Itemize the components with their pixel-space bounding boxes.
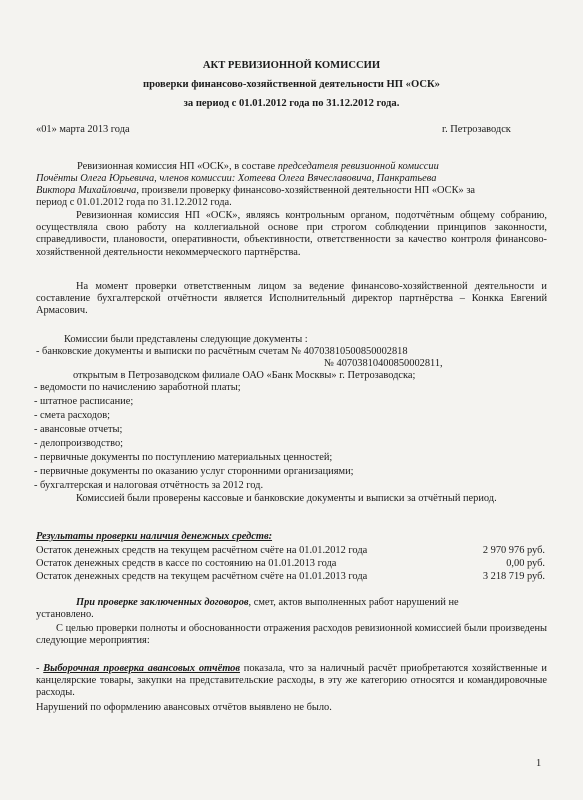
- results-row-value: 0,00 руб.: [506, 558, 545, 569]
- documents-item: - ведомости по начислению заработной платы;: [34, 382, 241, 393]
- documents-item: - первичные документы по оказанию услуг сторонними организациями;: [34, 466, 354, 477]
- documents-item: - штатное расписание;: [34, 396, 134, 407]
- paragraph-responsible: На момент проверки ответственным лицом за ведение финансово-хозяйственной деятельности и составление бухгалтерской отчётности является Исполнительный директор партнёрства – Конкка Евгений Армасович.: [36, 281, 547, 317]
- documents-item: - авансовые отчеты;: [34, 424, 123, 435]
- paragraph-checked: Комиссией были проверены кассовые и банковские документы и выписки за отчётный период.: [76, 493, 497, 504]
- paragraph-no-violations: Нарушений по оформлению авансовых отчётов выявлено не было.: [36, 702, 332, 713]
- documents-item: - бухгалтерская и налоговая отчётность за 2012 год.: [34, 480, 264, 491]
- documents-item: - первичные документы по поступлению материальных ценностей;: [34, 452, 333, 463]
- documents-item: - смета расходов;: [34, 410, 110, 421]
- act-title: АКТ РЕВИЗИОННОЙ КОМИССИИ: [202, 60, 381, 71]
- results-heading: Результаты проверки наличия денежных средств:: [36, 531, 273, 542]
- page-number: 1: [536, 758, 542, 769]
- results-row-value: 3 218 719 руб.: [482, 571, 545, 582]
- act-date: «01» марта 2013 года: [36, 124, 130, 135]
- results-row-label: Остаток денежных средств в кассе по состоянию на 01.01.2013 года: [36, 558, 337, 569]
- results-row-label: Остаток денежных средств на текущем расчётном счёте на 01.01.2013 года: [36, 571, 368, 582]
- act-period: за период с 01.01.2012 года по 31.12.2012 года.: [183, 98, 400, 109]
- documents-item: - делопроизводство;: [34, 438, 124, 449]
- results-row-label: Остаток денежных средств на текущем расчётном счёте на 01.01.2012 года: [36, 545, 368, 556]
- contracts-line2: установлено.: [36, 609, 94, 620]
- paragraph-control-body: Ревизионная комиссия НП «ОСК», являясь контрольным органом, подотчётным общему собранию, осуществляла свою работу на коллегиальной основе при строгом соблюдении принципов законности, справедливости, плановости, оперативности, объективности, ответственности за качество контроля финансово-хозяйственной деятельности некоммерческого партнёрства.: [36, 210, 547, 258]
- documents-item: - банковские документы и выписки по расчётным счетам № 40703810500850002818: [36, 346, 408, 357]
- paragraph-measures: С целью проверки полноты и обоснованности отражения расходов ревизионной комиссией были произведены следующие мероприятия:: [36, 623, 547, 647]
- documents-intro: Комиссии были представлены следующие документы :: [64, 334, 308, 345]
- documents-item: № 40703810400850002811,: [324, 358, 443, 369]
- documents-item: открытым в Петрозаводском филиале ОАО «Банк Москвы» г. Петрозаводска;: [73, 370, 416, 381]
- commission-line4: период с 01.01.2012 года по 31.12.2012 года.: [36, 197, 232, 208]
- commission-line2: Почёнты Олега Юрьевича, членов комиссии: Хотеева Олега Вячеславовича, Панкратьева: [36, 173, 437, 184]
- contracts-line1: При проверке заключенных договоров, смет, актов выполненных работ нарушений не: [76, 597, 459, 608]
- results-row-value: 2 970 976 руб.: [482, 545, 545, 556]
- commission-line1: Ревизионная комиссия НП «ОСК», в составе председателя ревизионной комиссии: [77, 161, 439, 172]
- commission-line3: Виктора Михайловича, произвели проверку финансово-хозяйственной деятельности НП «ОСК» за: [36, 185, 476, 196]
- act-city: г. Петрозаводск: [442, 124, 511, 135]
- act-subtitle: проверки финансово-хозяйственной деятельности НП «ОСК»: [143, 79, 440, 90]
- paragraph-expense-reports: - Выборочная проверка авансовых отчётов показала, что за наличный расчёт приобретаются хозяйственные и канцелярские товары, закупки на представительские расходы, в эту же категорию относятся и командировочные расходы.: [36, 663, 547, 699]
